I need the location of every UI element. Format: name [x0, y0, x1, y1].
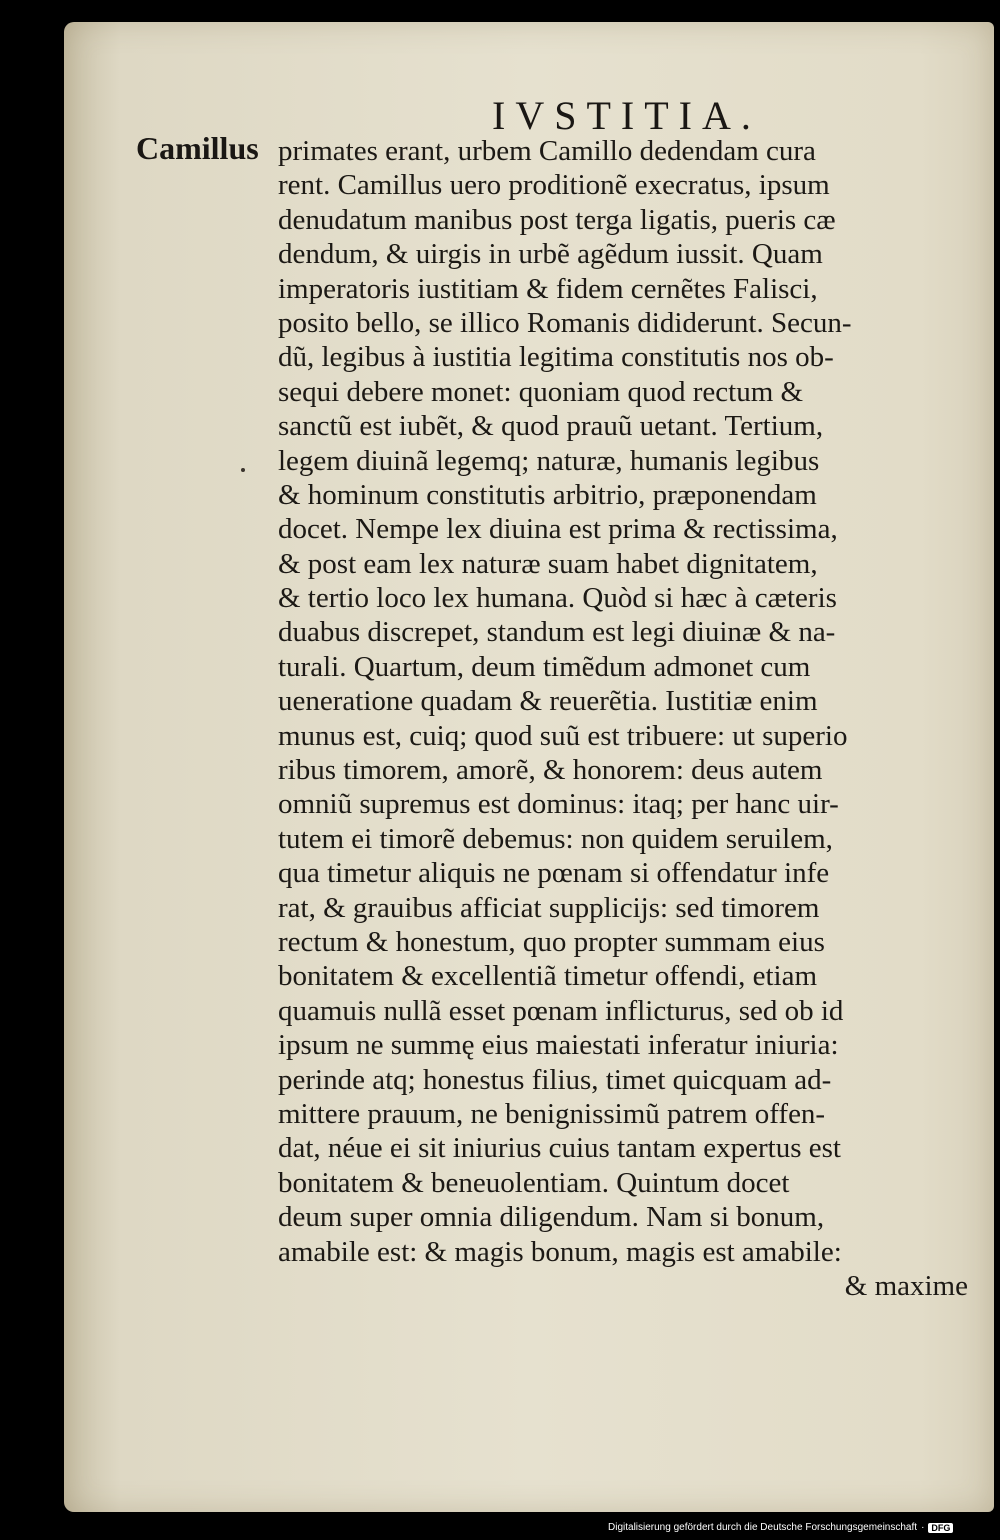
text-line: munus est, cuiq; quod suũ est tribuere: ut superio — [278, 719, 848, 752]
funding-footer — [608, 1522, 953, 1533]
text-line: dũ, legibus à iustitia legitima constitutis nos ob- — [278, 341, 834, 374]
text-line: ribus timorem, amorẽ, & honorem: deus autem — [278, 754, 823, 787]
text-line: posito bello, se illico Romanis dididerunt. Secun- — [278, 306, 852, 339]
text-line: & post eam lex naturæ suam habet dignitatem, — [278, 547, 818, 580]
text-line: dat, néue ei sit iniurius cuius tantam expertus est — [278, 1132, 841, 1165]
text-line: quamuis nullã esset pœnam inflicturus, sed ob id — [278, 994, 844, 1027]
ink-speck — [241, 468, 245, 472]
text-line: sanctũ est iubẽt, & quod prauũ uetant. Tertium, — [278, 410, 824, 443]
body-text — [278, 134, 968, 1303]
text-line: rent. Camillus uero proditionẽ execratus, ipsum — [278, 169, 830, 202]
text-line: qua timetur aliquis ne pœnam si offendatur infe — [278, 857, 830, 890]
text-line: rat, & grauibus afficiat supplicijs: sed timorem — [278, 891, 820, 924]
text-line: bonitatem & beneuolentiam. Quintum docet — [278, 1166, 790, 1199]
text-line: & hominum constitutis arbitrio, præponendam — [278, 478, 817, 511]
text-line: denudatum manibus post terga ligatis, pueris cæ — [278, 203, 836, 236]
text-line: docet. Nempe lex diuina est prima & rectissima, — [278, 513, 838, 546]
text-line: rectum & honestum, quo propter summam eius — [278, 925, 825, 958]
text-line: sequi debere monet: quoniam quod rectum & — [278, 375, 804, 408]
text-line: tutem ei timorẽ debemus: non quidem seruilem, — [278, 822, 833, 855]
text-line: dendum, & uirgis in urbẽ agẽdum iussit. Quam — [278, 238, 823, 271]
text-line: imperatoris iustitiam & fidem cernẽtes Falisci, — [278, 272, 818, 305]
text-line: amabile est: & magis bonum, magis est amabile: — [278, 1235, 842, 1268]
footer-separator: · — [921, 1522, 925, 1533]
dfg-logo: DFG — [928, 1523, 953, 1533]
text-line: deum super omnia diligendum. Nam si bonum, — [278, 1201, 825, 1234]
footer-text: Digitalisierung gefördert durch die Deutsche Forschungsgemeinschaft — [608, 1522, 918, 1533]
text-line: legem diuinã legemq; naturæ, humanis legibus — [278, 444, 820, 477]
margin-note: Camillus — [136, 130, 259, 166]
text-line: ueneratione quadam & reuerẽtia. Iustitiæ enim — [278, 685, 818, 718]
text-line: perinde atq; honestus filius, timet quicquam ad- — [278, 1063, 832, 1096]
text-line: mittere prauum, ne benignissimũ patrem offen- — [278, 1097, 826, 1130]
text-line: omniũ supremus est dominus: itaq; per hanc uir- — [278, 788, 839, 821]
running-head: IVSTITIA. — [492, 93, 761, 138]
text-line: primates erant, urbem Camillo dedendam cura — [278, 135, 816, 167]
text-line: duabus discrepet, standum est legi diuinæ & na- — [278, 616, 836, 649]
catchword: & maxime — [844, 1269, 968, 1302]
text-line: bonitatem & excellentiã timetur offendi, etiam — [278, 960, 818, 993]
text-line: & tertio loco lex humana. Quòd si hæc à cæteris — [278, 582, 837, 615]
text-line: ipsum ne summę eius maiestati inferatur iniuria: — [278, 1029, 839, 1062]
text-line: turali. Quartum, deum timẽdum admonet cum — [278, 650, 811, 683]
